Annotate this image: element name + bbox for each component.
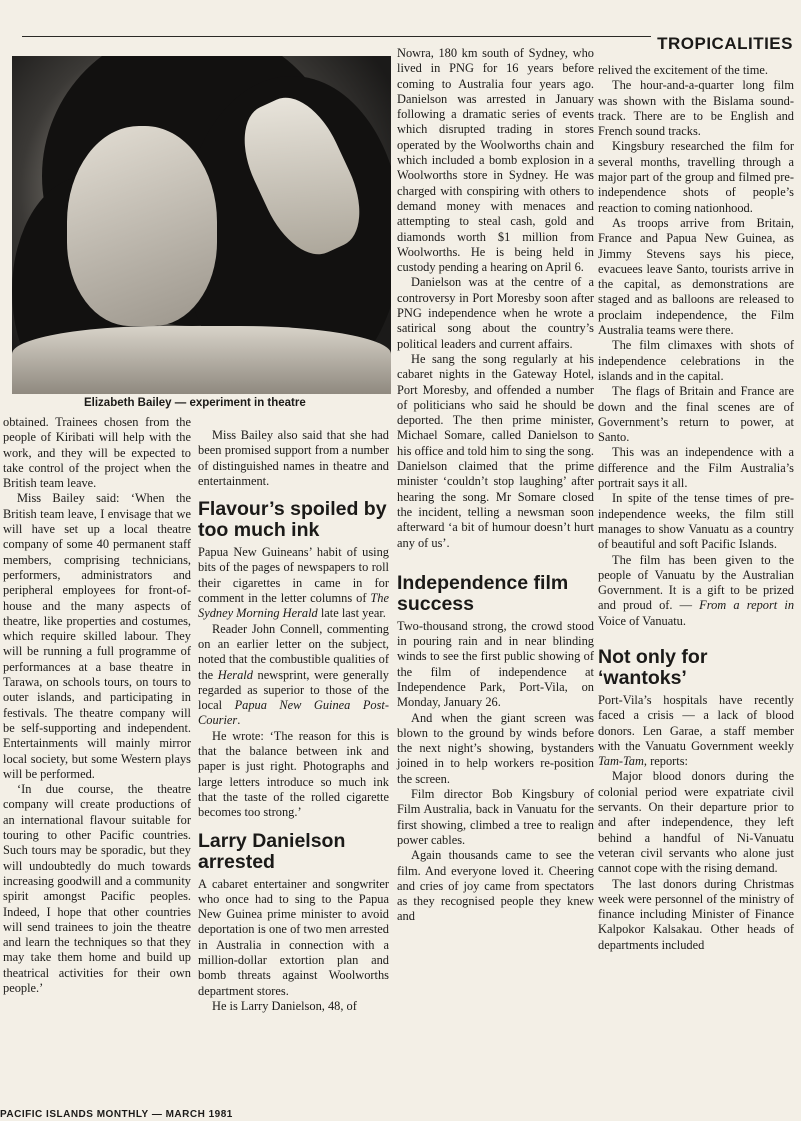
- paragraph: He sang the song regularly at his cabaret nights in the Gateway Hotel, Port Moresby, and offended a number of politicians who said he should be deported. The then prime minister, Michael Somare, called Danielson to his office and told him to sing the song. Danielson claimed that the prime minister ‘couldn’t stop laughing’ after hearing the song. Mr Somare closed the incident, telling a newsman soon afterward ‘a bit of humour doesn’t hurt any of us’.: [397, 351, 594, 550]
- paragraph: Port-Vila’s hospitals have recently faced a crisis — a lack of blood donors. Len Garae, a staff member with the Vanuatu Government weekly Tam-Tam, reports:: [598, 692, 794, 769]
- portrait-photo: [12, 56, 391, 394]
- paragraph: relived the excitement of the time.: [598, 63, 768, 77]
- paragraph: The film climaxes with shots of independence celebrations in the islands and in the capital.: [598, 338, 794, 383]
- paragraph: The hour-and-a-quarter long film was shown with the Bislama sound-track. There are to be English and French sound tracks.: [598, 78, 794, 139]
- paragraph: He wrote: ‘The reason for this is that the balance between ink and paper is just right. Photographs and large letters introduce so much ink that the taste of the rolled cigarette becomes too strong.’: [198, 728, 389, 820]
- paragraph: Major blood donors during the colonial period were expatriate civil servants. On their departure prior to and after independence, they left behind a handful of Ni-Vanuatu veteran civil servants who alone just cannot cope with the rising demand.: [598, 769, 794, 876]
- column-4: [598, 63, 794, 953]
- headline-independence: Independence film success: [397, 571, 569, 615]
- paragraph: Film director Bob Kingsbury of Film Australia, back in Vanuatu for the first showing, climbed a tree to realign power cables.: [397, 787, 594, 847]
- paragraph: And when the giant screen was blown to the ground by winds before the next night’s showing, bystanders joined in to help workers re-position the screen.: [397, 710, 594, 786]
- section-title: TROPICALITIES: [651, 34, 793, 54]
- paragraph: Kingsbury researched the film for several months, travelling through a major part of the group and filmed pre-independence shots of people’s reaction to coming nationhood.: [598, 139, 794, 215]
- column-1: [3, 415, 191, 996]
- paragraph: Two-thousand strong, the crowd stood in pouring rain and in near blinding winds to see the first public showing of the film of independence at Independence Park, Port-Vila, on Monday, January 26.: [397, 618, 594, 710]
- photo-caption: Elizabeth Bailey — experiment in theatre: [84, 397, 306, 409]
- paragraph: In spite of the tense times of pre-independence weeks, the film still manages to show Vanuatu as a country of beautiful and soft Pacific Islands.: [598, 491, 794, 552]
- headline-larry: Larry Danielson arrested: [198, 829, 346, 873]
- paragraph: Miss Bailey also said that she had been promised support from a number of distinguished names in theatre and entertainment.: [198, 428, 389, 488]
- paragraph: The film has been given to the people of Vanuatu by the Australian Government. It is a gift to be prized and proud of. — From a report in Voice of Vanuatu.: [598, 552, 795, 628]
- paragraph: The last donors during Christmas week were personnel of the ministry of finance including Minister of Finance Kalpokor Kalsakau. Other heads of departments included: [598, 876, 794, 952]
- paragraph: Papua New Guineans’ habit of using bits of the pages of newspapers to roll their cigarettes in came in for comment in the letter columns of The Sydney Morning Herald late last year.: [198, 545, 389, 621]
- paragraph: ‘In due course, the theatre company will create productions of an international flavour suitable for touring to other Pacific countries. Such tours may be sporadic, but they will undoubtedly do much towards increasing goodwill and a community spirit amongst Pacific peoples. Indeed, I hope that other countries will send trainees to join the theatre and learn the techniques so that they may take them home and build up theatrical activities for their own people.’: [3, 782, 191, 995]
- page-footer: PACIFIC ISLANDS MONTHLY — MARCH 1981: [0, 1109, 233, 1120]
- paragraph: Nowra, 180 km south of Sydney, who lived in PNG for 16 years before coming to Australia four years ago. Danielson was arrested in January following a dramatic series of events which disrupted trading in stores operated by the Woolworths chain and which included a bomb explosion in a Woolworths store in Sydney. He was charged with conspiring with others to demand money with menaces and attempting to steal cash, gold and diamonds worth $1 million from Woolworths. He is being held in custody pending a hearing on April 6.: [397, 46, 594, 275]
- paragraph: This was an independence with a difference and the Film Australia’s portrait says it all.: [598, 445, 794, 491]
- headline-wantoks: Not only for ‘wantoks’: [598, 645, 708, 689]
- paragraph: He is Larry Danielson, 48, of: [212, 998, 357, 1013]
- paragraph: Danielson was at the centre of a controversy in Port Moresby soon after PNG independence when he wrote a satirical song about the country’s political leaders and current affairs.: [397, 275, 594, 351]
- column-3: [397, 46, 594, 925]
- paragraph: As troops arrive from Britain, France and Papua New Guinea, as Jimmy Stevens says his piece, evacuees leave Santo, tourists arrive in the capital, as demonstrations are staged and as balloons are released to proclaim independence, the Film Australia teams were there.: [598, 215, 794, 338]
- paragraph: The flags of Britain and France are down and the final scenes are of Government’s return to power, at Santo.: [598, 384, 794, 445]
- paragraph: Reader John Connell, commenting on an earlier letter on the subject, noted that the combustible qualities of the Herald newsprint, were generally regarded as superior to those of the local Papua New Guinea Post-Courier.: [198, 621, 389, 728]
- paragraph: Miss Bailey said: ‘When the British team leave, I envisage that we will have set up a local theatre company of some 40 permanent staff members, comprising technicians, performers, administrators and peripheral employees for front-of-house and the many aspects of theatre, like properties and costumes, which require skilled labour. They will be running a full programme of performances at a base theatre in Tarawa, on schools tours, on tours to outer islands, and participating in festivals. The theatre company will be self-supporting and independent. Entertainments will mainly mirror local society, but some Western plays will be performed.: [3, 491, 191, 781]
- paragraph: Again thousands came to see the film. And everyone loved it. Cheering and cries of joy came from spectators as they recognised people they knew and: [397, 848, 594, 924]
- paragraph: obtained. Trainees chosen from the people of Kiribati will help with the work, and they will be expected to take control of the project when the British team leave.: [3, 415, 191, 491]
- paragraph: A cabaret entertainer and songwriter who once had to sing to the Papua New Guinea prime minister to avoid deportation is one of two men arrested in Australia in connection with a million-dollar extortion plan and bomb threats against Woolworths department stores.: [198, 876, 389, 998]
- headline-flavour: Flavour’s spoiled by too much ink: [198, 498, 387, 542]
- column-2: [198, 428, 389, 1014]
